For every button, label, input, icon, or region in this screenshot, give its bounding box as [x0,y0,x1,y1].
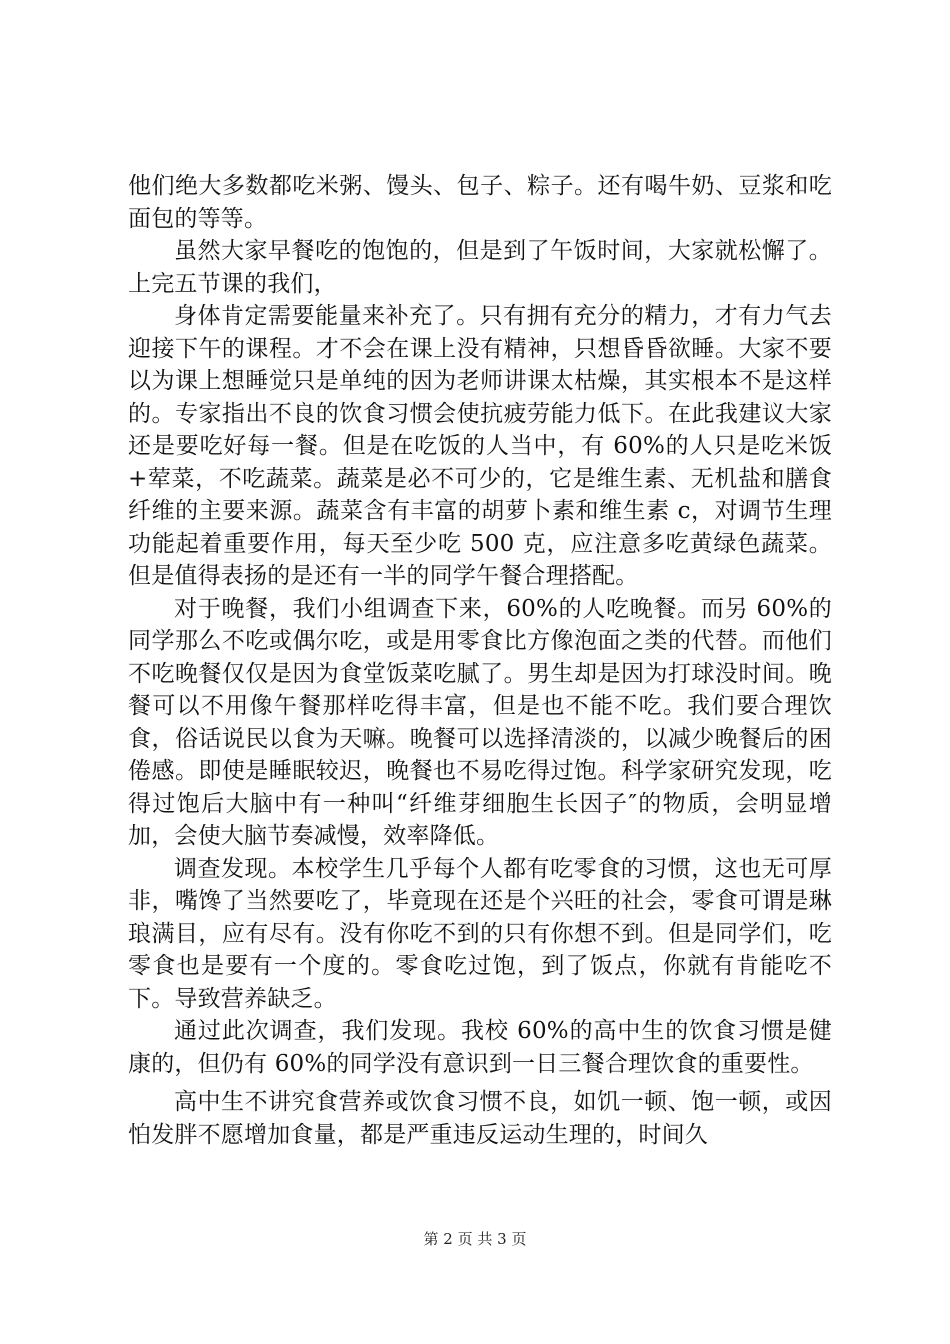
paragraph-6: 通过此次调查，我们发现。我校 60%的高中生的饮食习惯是健康的，但仍有 60%的同学没有意识到一日三餐合理饮食的重要性。 [128,1018,832,1077]
page-footer [0,1228,950,1249]
paragraph-1: 他们绝大多数都吃米粥、馒头、包子、粽子。还有喝牛奶、豆浆和吃面包的等等。 [128,173,832,232]
paragraph-7: 高中生不讲究食营养或饮食习惯不良，如饥一顿、饱一顿，或因怕发胖不愿增加食量，都是严重违反运动生理的，时间久 [128,1089,832,1148]
paragraph-4: 对于晚餐，我们小组调查下来，60%的人吃晚餐。而另 60%的同学那么不吃或偶尔吃，或是用零食比方像泡面之类的代替。而他们不吃晚餐仅仅是因为食堂饭菜吃腻了。男生却是因为打球没时间。晚餐可以不用像午餐那样吃得丰富，但是也不能不吃。我们要合理饮食，俗话说民以食为天嘛。晚餐可以选择清淡的，以减少晚餐后的困倦感。即使是睡眠较迟，晚餐也不易吃得过饱。科学家研究发现，吃得过饱后大脑中有一种叫“纤维芽细胞生长因子″的物质，会明显增加，会使大脑节奏减慢，效率降低。 [128,595,832,849]
document-body [128,170,832,1151]
paragraph-5: 调查发现。本校学生几乎每个人都有吃零食的习惯，这也无可厚非，嘴馋了当然要吃了，毕竟现在还是个兴旺的社会，零食可谓是琳琅满目，应有尽有。没有你吃不到的只有你想不到。但是同学们，吃零食也是要有一个度的。零食吃过饱，到了饭点，你就有肯能吃不下。导致营养缺乏。 [128,855,832,1012]
page-number-label: 第 2 页 共 3 页 [423,1230,527,1248]
paragraph-2: 虽然大家早餐吃的饱饱的，但是到了午饭时间，大家就松懈了。上完五节课的我们， [128,238,832,297]
paragraph-3: 身体肯定需要能量来补充了。只有拥有充分的精力，才有力气去迎接下午的课程。才不会在课上没有精神，只想昏昏欲睡。大家不要以为课上想睡觉只是单纯的因为老师讲课太枯燥，其实根本不是这样的。专家指出不良的饮食习惯会使抗疲劳能力低下。在此我建议大家还是要吃好每一餐。但是在吃饭的人当中，有 60%的人只是吃米饭+荤菜，不吃蔬菜。蔬菜是必不可少的，它是维生素、无机盐和膳食纤维的主要来源。蔬菜含有丰富的胡萝卜素和维生素 c，对调节生理功能起着重要作用，每天至少吃 500 克，应注意多吃黄绿色蔬菜。但是值得表扬的是还有一半的同学午餐合理搭配。 [128,303,832,589]
